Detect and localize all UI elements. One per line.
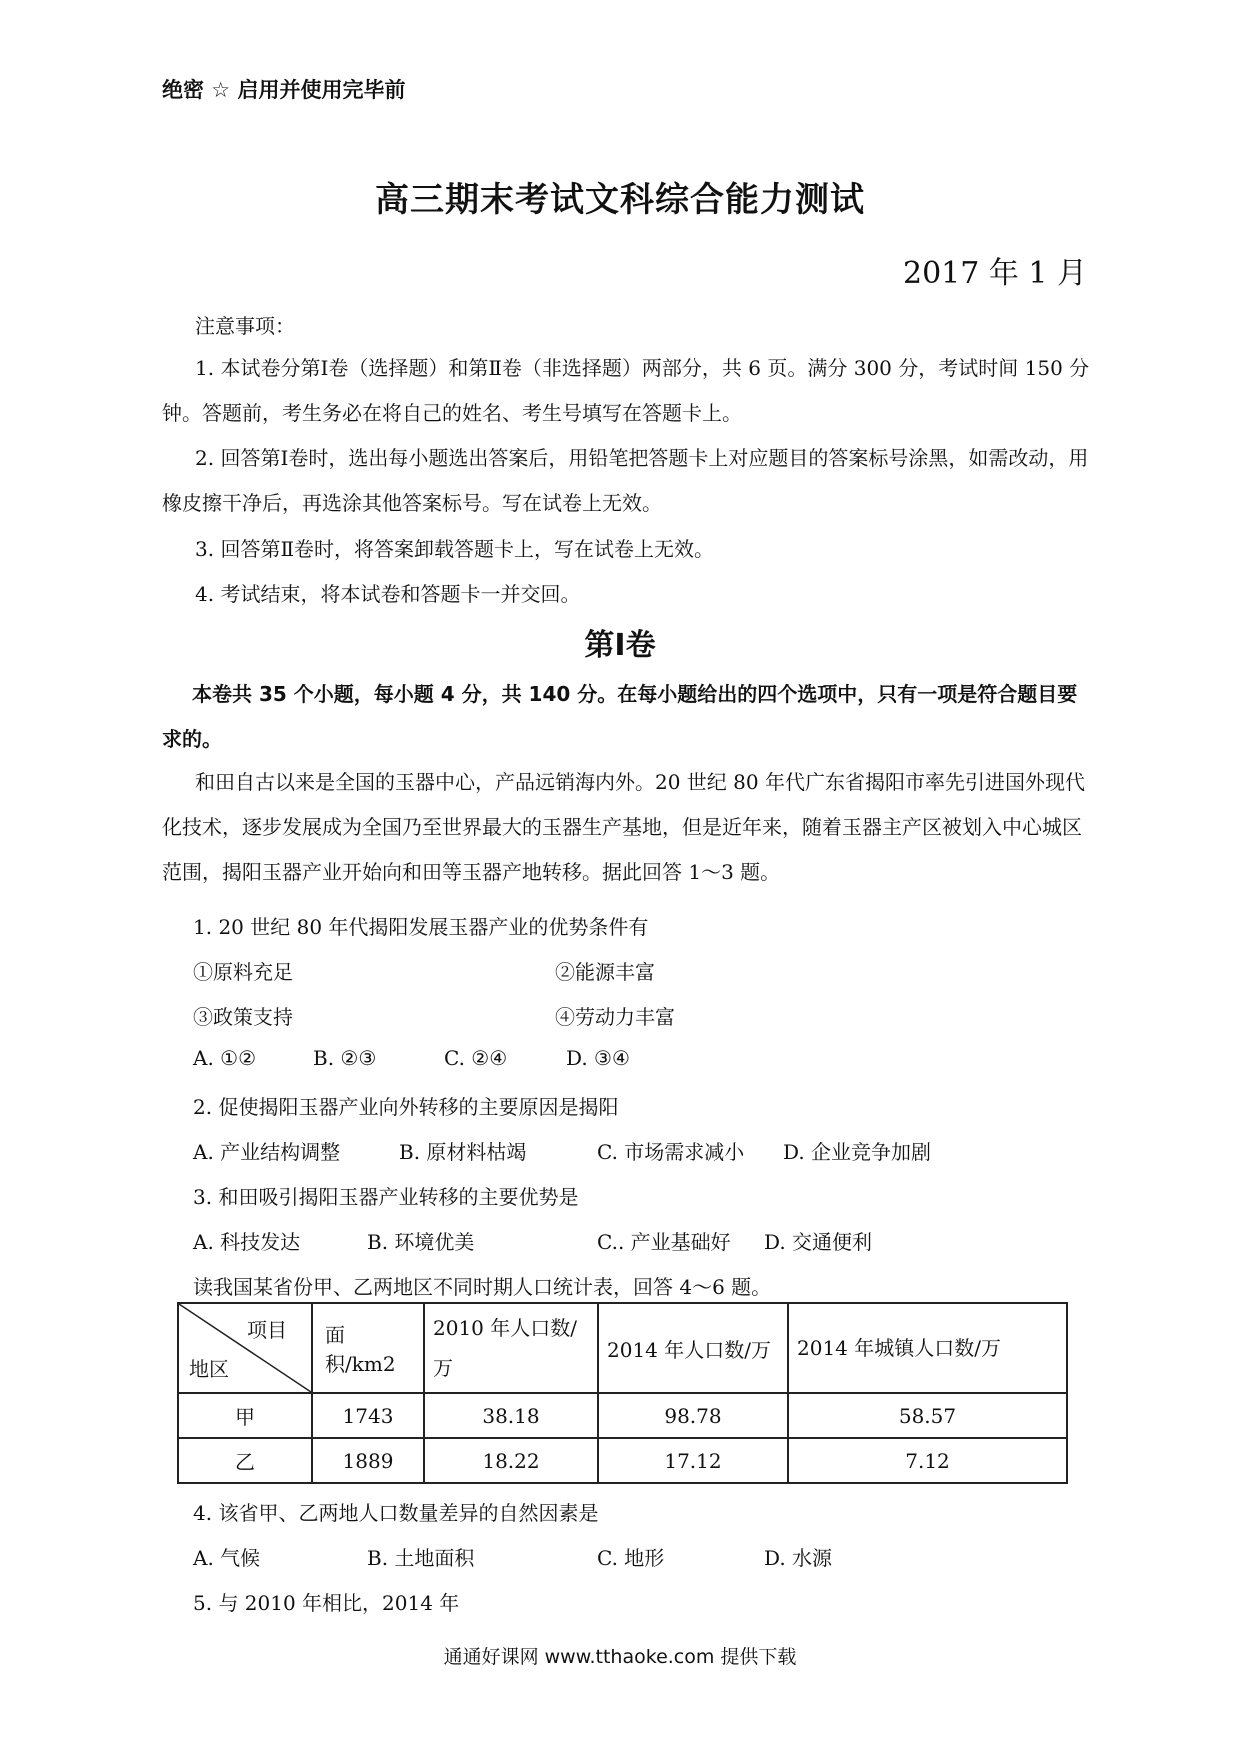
- exam-date: 2017 年 1 月: [903, 256, 1088, 291]
- q4-option-c: C. 地形: [597, 1546, 665, 1570]
- table-header-row: [178, 1303, 1067, 1393]
- cell-pop-2010: 38.18: [424, 1393, 598, 1438]
- corner-label-item: 项目: [247, 1318, 287, 1342]
- passage-jade-industry: 和田自古以来是全国的玉器中心，产品远销海内外。20 世纪 80 年代广东省揭阳市率先引进国外现代化技术，逐步发展成为全国乃至世界最大的玉器生产基地，但是近年来，随着玉器主产区被划入中心城区范围，揭阳玉器产业开始向和田等玉器产地转移。据此回答 1～3 题。: [162, 770, 1085, 884]
- confidential-label: 绝密 ☆ 启用并使用完毕前: [162, 78, 406, 102]
- question-4-stem: 4. 该省甲、乙两地人口数量差异的自然因素是: [193, 1501, 599, 1525]
- q1-statement-1: ①原料充足: [193, 960, 293, 984]
- q3-option-b: B. 环境优美: [367, 1230, 475, 1254]
- notice-heading: 注意事项：: [195, 314, 295, 338]
- cell-pop-2014: 17.12: [598, 1438, 788, 1483]
- question-3-stem: 3. 和田吸引揭阳玉器产业转移的主要优势是: [193, 1185, 579, 1209]
- cell-urban-2014: 7.12: [788, 1438, 1067, 1483]
- footer-source: 通通好课网 www.tthaoke.com 提供下载: [443, 1646, 797, 1668]
- corner-label-region: 地区: [189, 1357, 229, 1381]
- cell-urban-2014: 58.57: [788, 1393, 1067, 1438]
- q1-option-d: D. ③④: [566, 1046, 630, 1070]
- header-urban-pop-2014: 2014 年城镇人口数/万: [788, 1303, 1067, 1393]
- question-2-stem: 2. 促使揭阳玉器产业向外转移的主要原因是揭阳: [193, 1095, 619, 1119]
- question-1-stem: 1. 20 世纪 80 年代揭阳发展玉器产业的优势条件有: [193, 915, 649, 939]
- q1-option-b: B. ②③: [313, 1046, 377, 1070]
- q1-statement-3: ③政策支持: [193, 1005, 293, 1029]
- cell-pop-2010: 18.22: [424, 1438, 598, 1483]
- cell-region: 甲: [178, 1393, 312, 1438]
- cell-area: 1889: [312, 1438, 424, 1483]
- table-corner-cell: [178, 1303, 312, 1393]
- section-instructions: 本卷共 35 个小题，每小题 4 分，共 140 分。在每小题给出的四个选项中，只有一项是符合题目要求的。: [162, 682, 1078, 751]
- q3-option-d: D. 交通便利: [764, 1230, 873, 1254]
- notice-item-1: 1. 本试卷分第Ⅰ卷（选择题）和第Ⅱ卷（非选择题）两部分，共 6 页。满分 300 分，考试时间 150 分钟。答题前，考生务必在将自己的姓名、考生号填写在答题卡上。: [162, 356, 1090, 425]
- q3-option-a: A. 科技发达: [193, 1230, 301, 1254]
- cell-pop-2014: 98.78: [598, 1393, 788, 1438]
- notice-item-4: 4. 考试结束，将本试卷和答题卡一并交回。: [195, 582, 581, 606]
- header-area: 面积/km2: [312, 1303, 424, 1393]
- notice-item-3: 3. 回答第Ⅱ卷时，将答案卸载答题卡上，写在试卷上无效。: [195, 537, 715, 561]
- q4-option-a: A. 气候: [193, 1546, 261, 1570]
- population-table: [177, 1302, 1068, 1484]
- q2-option-c: C. 市场需求减小: [597, 1140, 745, 1164]
- q3-option-c: C.. 产业基础好: [597, 1230, 731, 1254]
- question-5-stem: 5. 与 2010 年相比，2014 年: [193, 1591, 460, 1615]
- q4-option-b: B. 土地面积: [367, 1546, 475, 1570]
- page-title: 高三期末考试文科综合能力测试: [375, 180, 865, 220]
- q1-option-a: A. ①②: [193, 1046, 257, 1070]
- q1-statement-2: ②能源丰富: [555, 960, 655, 984]
- table-row: [178, 1393, 1067, 1438]
- q1-statement-4: ④劳动力丰富: [555, 1005, 675, 1029]
- table-row: [178, 1438, 1067, 1483]
- passage-population-intro: 读我国某省份甲、乙两地区不同时期人口统计表，回答 4～6 题。: [193, 1275, 772, 1299]
- notice-item-2: 2. 回答第Ⅰ卷时，选出每小题选出答案后，用铅笔把答题卡上对应题目的答案标号涂黑，如需改动，用橡皮擦干净后，再选涂其他答案标号。写在试卷上无效。: [162, 446, 1089, 515]
- q2-option-b: B. 原材料枯竭: [399, 1140, 527, 1164]
- cell-region: 乙: [178, 1438, 312, 1483]
- q4-option-d: D. 水源: [764, 1546, 833, 1570]
- q2-option-d: D. 企业竞争加剧: [783, 1140, 932, 1164]
- q1-option-c: C. ②④: [444, 1046, 508, 1070]
- cell-area: 1743: [312, 1393, 424, 1438]
- header-pop-2010: 2010 年人口数/万: [424, 1303, 598, 1393]
- q2-option-a: A. 产业结构调整: [193, 1140, 341, 1164]
- header-pop-2014: 2014 年人口数/万: [598, 1303, 788, 1393]
- section-title: 第Ⅰ卷: [584, 628, 656, 663]
